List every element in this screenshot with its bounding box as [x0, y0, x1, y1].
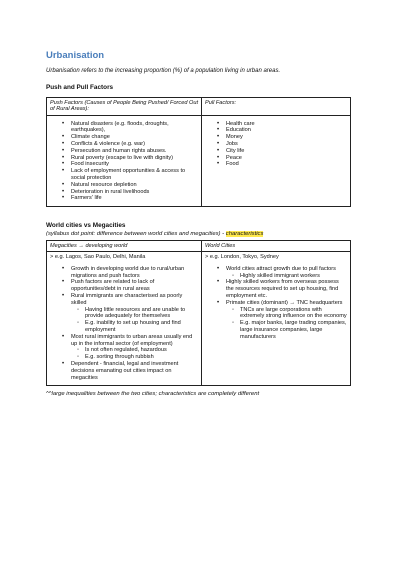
- push-factor-item: • Natural resource depletion: [50, 182, 198, 189]
- megacities-points: [50, 266, 198, 382]
- push-factor-item: • Lack of employment opportunities & access to social protection: [50, 168, 198, 182]
- pull-factor-item: • Peace: [205, 155, 347, 162]
- urbanisation-definition: Urbanisation refers to the increasing proportion (%) of a population living in urban areas.: [46, 68, 281, 74]
- push-pull-header-row: [47, 98, 351, 116]
- world-cities-heading: World cities vs Megacities: [46, 222, 126, 230]
- megacity-point-sub: ◦ E.g. inability to set up housing and find employment: [50, 320, 198, 334]
- megacity-point: • Dependent - financial, legal and investment decisions emanating out cities impact on megacities: [50, 361, 198, 381]
- megacities-header: Megacities → developing world: [47, 241, 202, 252]
- megacity-point-sub: ◦ E.g. sorting through rubbish: [50, 354, 198, 361]
- world-city-point-sub: ◦ Highly skilled immigrant workers: [205, 273, 347, 280]
- push-factor-item: • Food insecurity: [50, 161, 198, 168]
- pull-factors-list: [205, 121, 347, 169]
- megacities-examples: > e.g. Lagos, Sao Paulo, Delhi, Manila: [50, 253, 146, 260]
- push-factor-item: • Natural disasters (e.g. floods, droughts, earthquakes),: [50, 121, 198, 135]
- megacity-point: • Growth in developing world due to rural/urban migrations and push factors: [50, 266, 198, 280]
- megacity-point: • Push factors are related to lack of opportunities/debt in rural areas: [50, 279, 198, 293]
- world-city-point-sub: ◦ E.g. major banks, large trading companies, large insurance companies, large manufacturers: [205, 320, 347, 340]
- pull-factor-item: • Education: [205, 127, 347, 134]
- push-factor-item: • Deterioration in rural livelihoods: [50, 189, 198, 196]
- world-city-point: • Highly skilled workers from overseas possess the resources required to set up housing, find employment etc.: [205, 279, 347, 299]
- cities-body-row: [47, 251, 351, 385]
- pull-factor-item: • Food: [205, 161, 347, 168]
- push-factors-list: [50, 121, 198, 203]
- world-city-point: • World cities attract growth due to pull factors: [205, 266, 347, 273]
- cities-comparison-table: [46, 240, 351, 386]
- megacity-point: • Most rural immigrants to urban areas usually end up in the informal sector (of employment): [50, 334, 198, 348]
- push-pull-table: [46, 97, 351, 207]
- syllabus-subtitle: [46, 230, 350, 238]
- document-page: [46, 50, 350, 398]
- page-title: Urbanisation: [46, 50, 105, 61]
- pull-factor-item: • Money: [205, 134, 347, 141]
- pull-factors-header: Pull Factors:: [202, 98, 351, 116]
- pull-factors-cell: [202, 115, 351, 207]
- pull-factor-item: • Jobs: [205, 141, 347, 148]
- world-cities-cell: [202, 251, 351, 385]
- world-cities-header: World Cities: [202, 241, 351, 252]
- world-city-point: • Primate cities (dominant) → TNC headquarters: [205, 300, 347, 307]
- push-factor-item: • Climate change: [50, 134, 198, 141]
- megacity-point-sub: ◦ Is not often regulated, hazardous: [50, 347, 198, 354]
- footnote: ^^large inequalities between the two cities; characteristics are completely different: [46, 391, 260, 398]
- push-pull-heading: Push and Pull Factors: [46, 84, 114, 91]
- world-city-point-sub: ◦ TNCs are large corporations with extremely strong influence on the economy: [205, 307, 347, 321]
- push-pull-body-row: [47, 115, 351, 207]
- megacity-point: • Rural immigrants are characterised as poorly skilled: [50, 293, 198, 307]
- megacity-point-sub: ◦ Having little resources and are unable to provide adequately for themselves: [50, 307, 198, 321]
- world-cities-examples: > e.g. London, Tokyo, Sydney: [205, 253, 279, 260]
- push-factor-item: • Farmers' life: [50, 195, 198, 202]
- subtitle-prefix: (syllabus dot point: difference between world cities and megacities) -: [46, 231, 226, 238]
- megacities-cell: [47, 251, 202, 385]
- world-cities-points: [205, 266, 347, 341]
- push-factors-cell: [47, 115, 202, 207]
- pull-factor-item: • Health care: [205, 121, 347, 128]
- push-factor-item: • Conflicts & violence (e.g. war): [50, 141, 198, 148]
- push-factor-item: • Persecution and human rights abuses.: [50, 148, 198, 155]
- highlighted-characteristics: characteristics: [225, 231, 264, 238]
- pull-factor-item: • City life: [205, 148, 347, 155]
- push-factors-header: Push Factors (Causes of People Being Pushed/ Forced Out of Rural Areas):: [47, 98, 202, 116]
- cities-header-row: [47, 241, 351, 252]
- push-factor-item: • Rural poverty (escape to live with dignity): [50, 155, 198, 162]
